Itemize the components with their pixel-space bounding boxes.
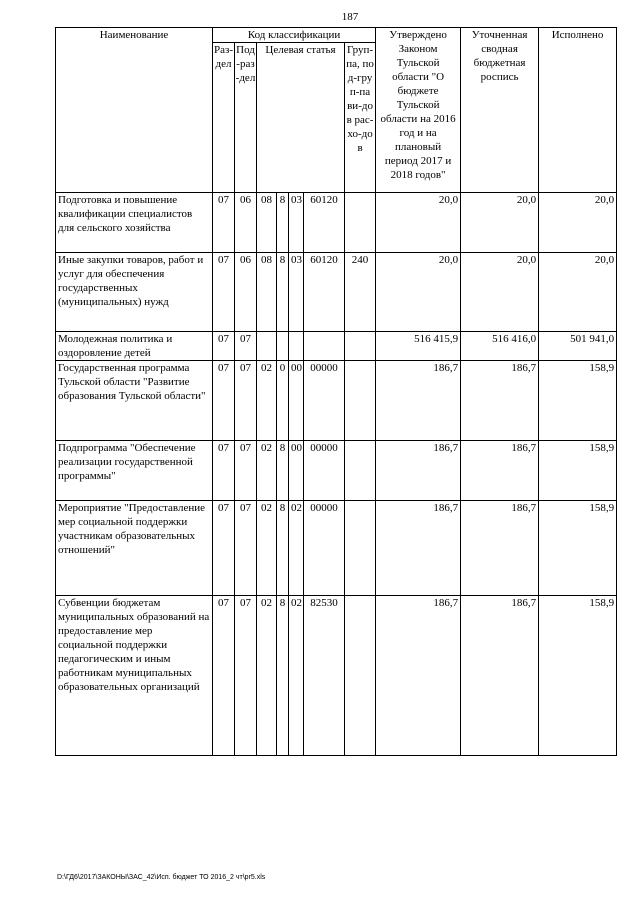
row-approved-amount: 186,7 — [376, 441, 461, 501]
row-approved-amount: 516 415,9 — [376, 332, 461, 361]
row-subsection-code: 07 — [235, 596, 257, 756]
row-executed-amount: 158,9 — [539, 501, 617, 596]
table-row — [56, 332, 617, 361]
row-refined-amount: 186,7 — [461, 501, 539, 596]
row-target-activity-code: 00 — [289, 361, 304, 441]
row-name: Подпрограмма "Обеспечение реализации государственной программы" — [56, 441, 213, 501]
row-target-activity-code: 02 — [289, 501, 304, 596]
row-section-code: 07 — [213, 193, 235, 253]
row-target-subprogram-code — [277, 332, 289, 361]
row-target-activity-code — [289, 332, 304, 361]
row-target-direction-code: 60120 — [304, 193, 345, 253]
row-target-program-code: 02 — [257, 596, 277, 756]
row-target-program-code: 02 — [257, 501, 277, 596]
row-name: Мероприятие "Предоставление мер социальной поддержки участникам образовательных отношений" — [56, 501, 213, 596]
header-approved: Утверждено Законом Тульской области "О бюджете Тульской области на 2016 год и на плановый период 2017 и 2018 годов" — [376, 28, 461, 193]
header-subsection: Под-раз-дел — [235, 43, 257, 193]
row-executed-amount: 158,9 — [539, 361, 617, 441]
row-target-activity-code: 00 — [289, 441, 304, 501]
row-target-activity-code: 02 — [289, 596, 304, 756]
row-name: Подготовка и повышение квалификации специалистов для сельского хозяйства — [56, 193, 213, 253]
row-subsection-code: 07 — [235, 501, 257, 596]
row-subsection-code: 07 — [235, 441, 257, 501]
row-target-program-code: 02 — [257, 441, 277, 501]
header-name: Наименование — [56, 28, 213, 193]
row-expense-group-code — [345, 501, 376, 596]
row-target-program-code: 02 — [257, 361, 277, 441]
row-executed-amount: 501 941,0 — [539, 332, 617, 361]
row-executed-amount: 158,9 — [539, 596, 617, 756]
row-target-subprogram-code: 0 — [277, 361, 289, 441]
row-target-direction-code: 00000 — [304, 441, 345, 501]
header-executed: Исполнено — [539, 28, 617, 193]
row-expense-group-code — [345, 332, 376, 361]
row-name: Государственная программа Тульской области "Развитие образования Тульской области" — [56, 361, 213, 441]
page-number: 187 — [341, 11, 359, 23]
row-target-direction-code: 00000 — [304, 501, 345, 596]
row-section-code: 07 — [213, 253, 235, 332]
row-refined-amount: 186,7 — [461, 441, 539, 501]
row-expense-group-code — [345, 361, 376, 441]
row-executed-amount: 20,0 — [539, 253, 617, 332]
row-approved-amount: 20,0 — [376, 253, 461, 332]
row-executed-amount: 20,0 — [539, 193, 617, 253]
row-target-direction-code: 60120 — [304, 253, 345, 332]
row-expense-group-code: 240 — [345, 253, 376, 332]
row-expense-group-code — [345, 596, 376, 756]
row-refined-amount: 20,0 — [461, 193, 539, 253]
row-refined-amount: 186,7 — [461, 361, 539, 441]
row-target-subprogram-code: 8 — [277, 596, 289, 756]
row-target-activity-code: 03 — [289, 193, 304, 253]
row-section-code: 07 — [213, 501, 235, 596]
row-subsection-code: 06 — [235, 253, 257, 332]
row-executed-amount: 158,9 — [539, 441, 617, 501]
row-section-code: 07 — [213, 361, 235, 441]
row-approved-amount: 20,0 — [376, 193, 461, 253]
row-refined-amount: 186,7 — [461, 596, 539, 756]
row-target-direction-code: 82530 — [304, 596, 345, 756]
table-row — [56, 596, 617, 756]
table-row — [56, 193, 617, 253]
header-refined: Уточненная сводная бюджетная роспись — [461, 28, 539, 193]
row-target-subprogram-code: 8 — [277, 253, 289, 332]
table-row — [56, 361, 617, 441]
row-subsection-code: 07 — [235, 361, 257, 441]
row-section-code: 07 — [213, 596, 235, 756]
row-name: Иные закупки товаров, работ и услуг для обеспечения государственных (муниципальных) нужд — [56, 253, 213, 332]
table-row — [56, 441, 617, 501]
row-expense-group-code — [345, 441, 376, 501]
row-target-direction-code: 00000 — [304, 361, 345, 441]
row-target-subprogram-code: 8 — [277, 441, 289, 501]
row-subsection-code: 07 — [235, 332, 257, 361]
header-expense-group: Груп-па, под-груп-па ви-дов рас-хо-дов — [345, 43, 376, 193]
row-target-program-code: 08 — [257, 193, 277, 253]
row-target-direction-code — [304, 332, 345, 361]
row-target-subprogram-code: 8 — [277, 501, 289, 596]
row-section-code: 07 — [213, 332, 235, 361]
row-approved-amount: 186,7 — [376, 501, 461, 596]
header-code-group: Код классификации — [213, 28, 376, 43]
budget-table — [55, 27, 617, 756]
row-target-activity-code: 03 — [289, 253, 304, 332]
file-path-footer: D:\ГД6\2017\ЗАКОНЫ\ЗАС_42\Исп. бюджет ТО 2016_2 чт\pr5.xls — [57, 874, 266, 881]
row-section-code: 07 — [213, 441, 235, 501]
row-refined-amount: 20,0 — [461, 253, 539, 332]
row-subsection-code: 06 — [235, 193, 257, 253]
row-target-subprogram-code: 8 — [277, 193, 289, 253]
row-name: Субвенции бюджетам муниципальных образований на предоставление мер социальной поддержки педагогическим и иным работникам муниципальных образовательных организаций — [56, 596, 213, 756]
header-section: Раз-дел — [213, 43, 235, 193]
row-approved-amount: 186,7 — [376, 361, 461, 441]
row-approved-amount: 186,7 — [376, 596, 461, 756]
table-row — [56, 253, 617, 332]
row-expense-group-code — [345, 193, 376, 253]
row-name: Молодежная политика и оздоровление детей — [56, 332, 213, 361]
row-target-program-code — [257, 332, 277, 361]
row-refined-amount: 516 416,0 — [461, 332, 539, 361]
header-target-article: Целевая статья — [257, 43, 345, 193]
table-row — [56, 501, 617, 596]
row-target-program-code: 08 — [257, 253, 277, 332]
